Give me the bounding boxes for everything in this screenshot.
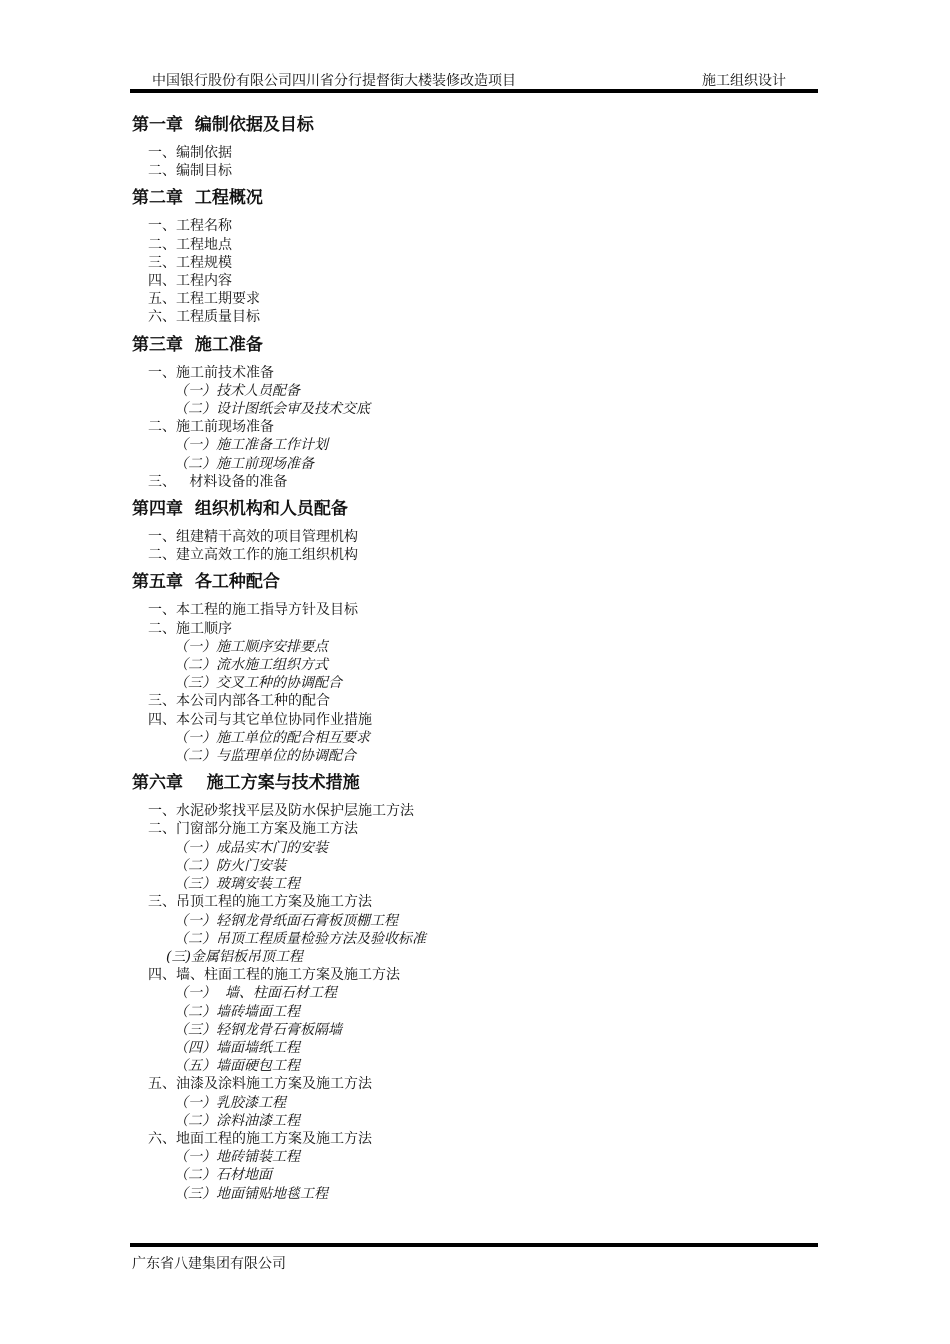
toc-section-entry[interactable]: 五、油漆及涂料施工方案及施工方法 [148, 1076, 372, 1093]
chapter-block [132, 187, 812, 326]
toc-section-entry[interactable]: 六、地面工程的施工方案及施工方法 [148, 1130, 372, 1147]
toc-subsection-entry[interactable]: （一）地砖铺装工程 [174, 1149, 300, 1166]
chapter-block [132, 114, 812, 180]
header-rule [130, 89, 818, 93]
chapter-heading[interactable]: 第六章 施工方案与技术措施 [132, 773, 360, 794]
chapter-block [132, 772, 812, 1202]
toc-subsection-entry[interactable]: （二）流水施工组织方式 [174, 657, 328, 674]
chapter-block [132, 571, 812, 765]
toc-section-entry[interactable]: 三、工程规模 [148, 254, 232, 271]
toc-subsection-entry[interactable]: （二）石材地面 [174, 1167, 272, 1184]
toc-subsection-entry[interactable]: （一）施工顺序安排要点 [174, 638, 328, 655]
chapter-heading[interactable]: 第四章 组织机构和人员配备 [132, 499, 348, 520]
toc-subsection-entry[interactable]: （二）吊顶工程质量检验方法及验收标准 [174, 930, 426, 947]
toc-subsection-entry[interactable]: （一）施工单位的配合相互要求 [174, 729, 370, 746]
chapter-heading[interactable]: 第三章 施工准备 [132, 334, 263, 355]
toc-subsection-entry[interactable]: （一）乳胶漆工程 [174, 1094, 286, 1111]
toc-section-entry[interactable]: 六、工程质量目标 [148, 309, 260, 326]
toc-subsection-entry[interactable]: （三）轻钢龙骨石膏板隔墙 [174, 1021, 342, 1038]
toc-section-entry[interactable]: 二、施工顺序 [148, 620, 232, 637]
toc-subsection-entry[interactable]: （一）技术人员配备 [174, 382, 300, 399]
chapter-heading[interactable]: 第五章 各工种配合 [132, 572, 280, 593]
toc-subsection-entry[interactable]: （二）防火门安装 [174, 857, 286, 874]
toc-section-entry[interactable]: 二、编制目标 [148, 163, 232, 180]
toc-section-entry[interactable]: 五、工程工期要求 [148, 291, 260, 308]
chapter-block [132, 334, 812, 491]
toc-subsection-entry[interactable]: （三）玻璃安装工程 [174, 876, 300, 893]
toc-section-entry[interactable]: 一、水泥砂浆找平层及防水保护层施工方法 [148, 803, 414, 820]
toc-section-entry[interactable]: 一、编制依据 [148, 145, 232, 161]
toc-subsection-entry[interactable]: （三）地面铺贴地毯工程 [174, 1185, 328, 1202]
toc-subsection-entry[interactable]: （一）轻钢龙骨纸面石膏板顶棚工程 [174, 912, 398, 929]
toc-section-entry[interactable]: 四、工程内容 [148, 273, 232, 290]
toc-section-entry[interactable]: 三、吊顶工程的施工方案及施工方法 [148, 894, 372, 911]
header-document-type: 施工组织设计 [702, 73, 786, 89]
toc-section-entry[interactable]: 一、施工前技术准备 [148, 364, 274, 381]
chapter-heading[interactable]: 第一章 编制依据及目标 [132, 115, 314, 135]
toc-subsection-entry[interactable]: （五）墙面硬包工程 [174, 1058, 300, 1075]
header-project-title: 中国银行股份有限公司四川省分行提督街大楼装修改造项目 [152, 73, 516, 89]
toc-subsection-entry[interactable]: （二）墙砖墙面工程 [174, 1003, 300, 1020]
toc-section-entry[interactable]: 二、门窗部分施工方案及施工方法 [148, 821, 358, 838]
footer-rule [130, 1243, 818, 1247]
footer-company: 广东省八建集团有限公司 [132, 1256, 286, 1272]
toc-subsection-entry[interactable]: （二）设计图纸会审及技术交底 [174, 401, 370, 418]
toc-section-entry[interactable]: 四、本公司与其它单位协同作业措施 [148, 711, 372, 728]
toc-subsection-entry[interactable]: （二）施工前现场准备 [174, 455, 314, 472]
toc-subsection-entry[interactable]: （一） 墙、柱面石材工程 [174, 985, 337, 1002]
toc-subsection-entry[interactable]: （一）施工准备工作计划 [174, 437, 328, 454]
toc-section-entry[interactable]: 三、 材料设备的准备 [148, 473, 288, 490]
chapter-heading[interactable]: 第二章 工程概况 [132, 188, 263, 209]
toc-section-entry[interactable]: 一、组建精干高效的项目管理机构 [148, 529, 358, 546]
toc-section-entry[interactable]: 一、工程名称 [148, 218, 232, 235]
toc-subsection-entry[interactable]: （四）墙面墙纸工程 [174, 1039, 300, 1056]
toc-subsection-entry[interactable]: (三)金属铝板吊顶工程 [166, 948, 303, 965]
toc-subsection-entry[interactable]: （二）与监理单位的协调配合 [174, 748, 356, 765]
table-of-contents [132, 114, 812, 1210]
toc-section-entry[interactable]: 二、建立高效工作的施工组织机构 [148, 547, 358, 564]
toc-subsection-entry[interactable]: （二）涂料油漆工程 [174, 1112, 300, 1129]
toc-subsection-entry[interactable]: （一）成品实木门的安装 [174, 839, 328, 856]
toc-section-entry[interactable]: 一、本工程的施工指导方针及目标 [148, 602, 358, 619]
chapter-block [132, 498, 812, 564]
toc-section-entry[interactable]: 二、施工前现场准备 [148, 419, 274, 436]
toc-section-entry[interactable]: 二、工程地点 [148, 236, 232, 253]
toc-section-entry[interactable]: 四、墙、柱面工程的施工方案及施工方法 [148, 967, 400, 984]
toc-subsection-entry[interactable]: （三）交叉工种的协调配合 [174, 675, 342, 692]
toc-section-entry[interactable]: 三、本公司内部各工种的配合 [148, 693, 330, 710]
